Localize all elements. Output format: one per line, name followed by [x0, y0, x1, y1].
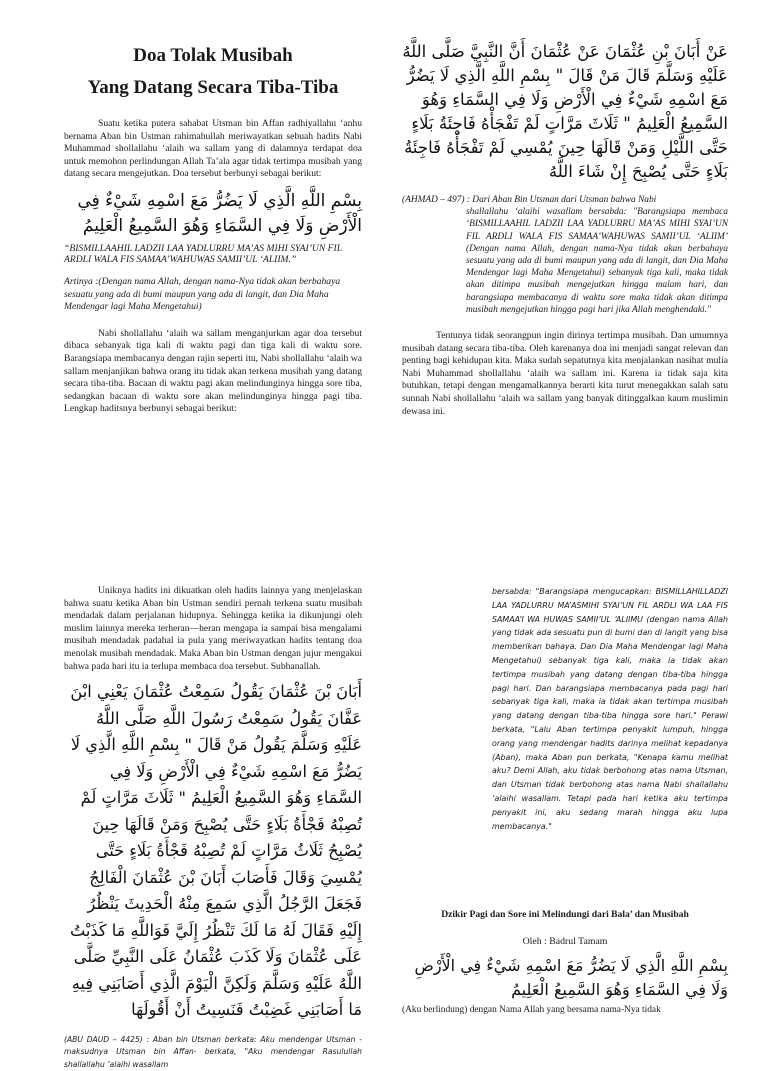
title-line-2: Yang Datang Secara Tiba-Tiba [87, 77, 339, 98]
panel-dzikir [402, 908, 728, 1024]
reference-heading: (AHMAD – 497) : Dari Aban Bin Utsman dari Utsman bahwa Nabi [402, 195, 657, 205]
reference-body: shallallahu ‘alaihi wasallam bersabda: "Barangsiapa membaca ‘BISMILLAAHIL LADZII LAA YADLURRU MA’AS MIHI SYAI’UN FIL ARDLI WALA FIS SAMAA’WAHUWAS SAMII’UL ‘ALIIM’ (Dengan nama Allah, dengan nama-Nya tidak akan berbahaya sesuatu yang ada di bumi maupun yang ada di langit, dan Dia Maha Mendengar lagi Maha Mengetahui) sebanyak tiga kali, maka tidak akan ditimpa musibah mengejutkan hingga malam hari, dan barangsiapa membacanya di waktu sore maka tidak akan ditimpa musibah mengejutkan hingga pagi hari jika Allah menghendaki." [466, 207, 728, 315]
hadith-arabic-abu-daud: أَبَانَ بْنَ عُثْمَانَ يَقُولُ سَمِعْتُ عُثْمَانَ يَعْنِي ابْنَ عَفَّانَ يَقُولُ سَمِعْتُ رَسُولَ اللَّهِ صَلَّى اللَّهُ عَلَيْهِ وَسَلَّمَ يَقُولُ مَنْ قَالَ " بِسْمِ اللَّهِ الَّذِي لَا يَضُرُّ مَعَ اسْمِهِ شَيْءٌ فِي الْأَرْضِ وَلَا فِي السَّمَاءِ وَهُوَ السَّمِيعُ الْعَلِيمُ " ثَلَاثَ مَرَّاتٍ لَمْ تُصِبْهُ فَجْأَةُ بَلَاءٍ حَتَّى يُصْبِحَ وَمَنْ قَالَهَا حِينَ يُصْبِحُ ثَلَاثُ مَرَّاتٍ لَمْ تُصِبْهُ فَجْأَةُ بَلَاءٍ حَتَّى يُمْسِيَ وَقَالَ فَأَصَابَ أَبَانَ بْنَ عُثْمَانَ الْفَالِجُ فَجَعَلَ الرَّجُلُ الَّذِي سَمِعَ مِنْهُ الْحَدِيثَ يَنْظُرُ إِلَيْهِ فَقَالَ لَهُ مَا لَكَ تَنْظُرُ إِلَيَّ فَوَاللَّهِ مَا كَذَبْتُ عَلَى عُثْمَانَ وَلَا كَذَبَ عُثْمَانُ عَلَى النَّبِيِّ صَلَّى اللَّهُ عَلَيْهِ وَسَلَّمَ وَلَكِنَّ الْيَوْمَ الَّذِي أَصَابَنِي فِيهِ مَا أَصَابَنِي غَضِبْتُ فَنَسِيتُ أَنْ أَقُولَهَا [69, 682, 362, 1020]
dua-transliteration: “BISMILLAAHIL LADZII LAA YADLURRU MA’AS MIHI SYAI’UN FIL ARDLI WALA FIS SAMAA’WAHUWAS SAMII’UL ‘ALIIM.” [64, 242, 342, 266]
dua-arabic: بِسْمِ اللَّهِ الَّذِي لَا يَضُرُّ مَعَ اسْمِهِ شَيْءٌ فِي الْأَرْضِ وَلَا فِي السَّمَاءِ وَهُوَ السَّمِيعُ الْعَلِيمُ [77, 190, 362, 236]
hadith-reference-abu-daud: (ABU DAUD – 4425) : Aban bin Utsman berkata: Aku mendengar Utsman - maksudnya Utsman bin Affan- berkata, "Aku mendengar Rasulullah shallallahu ‘alaihi wasallam [64, 1034, 362, 1069]
intro-paragraph: Suatu ketika putera sahabat Utsman bin Affan radhiyallahu ‘anhu bernama Aban bin Ustman rahimahullah meriwayatkan sebuah hadits Nabi Muhammad shollallahu ‘alaih wa sallam yang di dalamnya terdapat doa untuk memohon perlindungan Allah Ta’ala agar tidak tertimpa musibah yang datang secara mengejutkan. Doa tersebut berbunyi sebagai berikut: [64, 118, 362, 180]
panel-hadith-ahmad [402, 40, 728, 560]
panel-translation-continued [492, 585, 728, 885]
relevance-paragraph: Tentunya tidak seorangpun ingin dirinya tertimpa musibah. Dan umumnya musibah datang secara tiba-tiba. Oleh karenanya doa ini menjadi sangat relevan dan penting bagi kehidupan kita. Maka sudah sepatutnya kita menjalankan nasihat mulia Nabi Muhammad shollallahu ‘alaih wa sallam ini. Karena ia tidak saja kita butuhkan, tetapi dengan mengamalkannya berarti kita turut menegakkan salah satu sunnah Nabi shollallahu ‘alaih wa sallam yang banyak ditinggalkan kaum muslimin dewasa ini. [402, 330, 728, 417]
article-title: Dzikir Pagi dan Sore ini Melindungi dari Bala’ dan Musibah [441, 909, 689, 920]
dzikir-arabic: بِسْمِ اللَّهِ الَّذِي لَا يَضُرُّ مَعَ اسْمِهِ شَيْءٌ فِي الْأَرْضِ وَلَا فِي السَّمَاءِ وَهُوَ السَّمِيعُ الْعَلِيمُ [414, 956, 728, 999]
closing-paragraph: Nabi shollallahu ‘alaih wa sallam menganjurkan agar doa tersebut dibaca sebanyak tiga kali di waktu pagi dan tiga kali di waktu sore. Barangsiapa membacanya dengan rajin seperti itu, Nabi shollallahu ‘alaih wa sallam menjanjikan bahwa orang itu tidak akan terkena musibah yang datang secara tiba-tiba. Bacaan di waktu pagi akan melindunginya hingga sore tiba, sedangkan bacaan di waktu sore akan melindunginya hingga pagi tiba. Lengkap haditsnya berbunyi sebagai berikut: [64, 327, 362, 415]
panel-intro [64, 40, 362, 560]
dzikir-translation: (Aku berlindung) dengan Nama Allah yang bersama nama-Nya tidak [402, 1005, 661, 1015]
dua-translation: Artinya :(Dengan nama Allah, dengan nama-Nya tidak akan berbahaya sesuatu yang ada di bumi maupun yang ada di langit, dan Dia Maha Mendengar lagi Maha Mengetahui) [64, 275, 341, 313]
story-paragraph: Uniknya hadits ini dikuatkan oleh hadits lainnya yang menjelaskan bahwa suatu ketika Aban bin Ustman sendiri pernah terkena suatu musibah mendadak dalam perjalanan hidupnya. Sehingga ketika ia dikunjungi oleh muslim lainnya mereka terheran—heran mengapa ia sampai bisa mengalami musibah mendadak padahal ia pula yang meriwayatkan hadits tentang doa menolak musibah mendadak. Maka Aban bin Ustman dengan jujur mengakui bahwa pada hari itu ia terlupa membaca doa tersebut. Subhanallah. [64, 585, 362, 672]
hadith-reference-ahmad [402, 194, 728, 316]
article-author: Oleh : Badrul Tamam [522, 936, 608, 947]
title-line-1: Doa Tolak Musibah [133, 45, 293, 66]
hadith-arabic-ahmad: عَنْ أَبَانَ بْنِ عُثْمَانَ عَنْ عُثْمَانَ أَنَّ النَّبِيَّ صَلَّى اللَّهُ عَلَيْهِ وَسَلَّمَ قَالَ مَنْ قَالَ " بِسْمِ اللَّهِ الَّذِي لَا يَضُرُّ مَعَ اسْمِهِ شَيْءٌ فِي الْأَرْضِ وَلَا فِي السَّمَاءِ وَهُوَ السَّمِيعُ الْعَلِيمُ " ثَلَاثَ مَرَّاتٍ لَمْ تَفْجَأْهُ فَاجِئَةُ بَلَاءٍ حَتَّى اللَّيْلِ وَمَنْ قَالَهَا حِينَ يُمْسِي لَمْ تَفْجَأْهُ فَاجِئَةُ بَلَاءٍ حَتَّى يُصْبِحَ إِنْ شَاءَ اللَّهُ [402, 42, 728, 181]
page-title [64, 40, 362, 104]
translation-continued: bersabda: "Barangsiapa mengucapkan: BISMILLAHILLADZI LAA YADLURRU MA’ASMIHI SYAI’UN FIL ARDLI WA LAA FIS SAMAA’I WA HUWAS SAMII’UL ‘ALIIMU (dengan nama Allah yang tidak ada sesuatu pun di bumi dan di langit yang bisa memberikan bahaya. Dan Dia Maha Mendengar lagi Maha Mengetahui) sebanyak tiga kali, maka ia tidak akan tertimpa musibah yang datang dengan tiba-tiba hingga pagi hari. Dan barangsiapa membacanya pada pagi hari sebanyak tiga kali, maka ia tidak akan tertimpa musibah yang datang dengan tiba-tiba hingga sore hari." Perawi berkata, "Lalu Aban tertimpa penyakit lumpuh, hingga orang yang mendengar hadits darinya melihat kepadanya (Aban), maka Aban pun berkata, "Kenapa kamu melihat aku? Demi Allah, aku tidak berbohong atas nama Utsman, dan Utsman tidak berbohong atas nama Nabi shallallahu ‘alaihi wasallam. Tetapi pada hari ketika aku tertimpa penyakit ini, aku sedang marah hingga aku lupa membacanya." [492, 587, 728, 831]
panel-hadith-abu-daud [64, 585, 362, 1069]
